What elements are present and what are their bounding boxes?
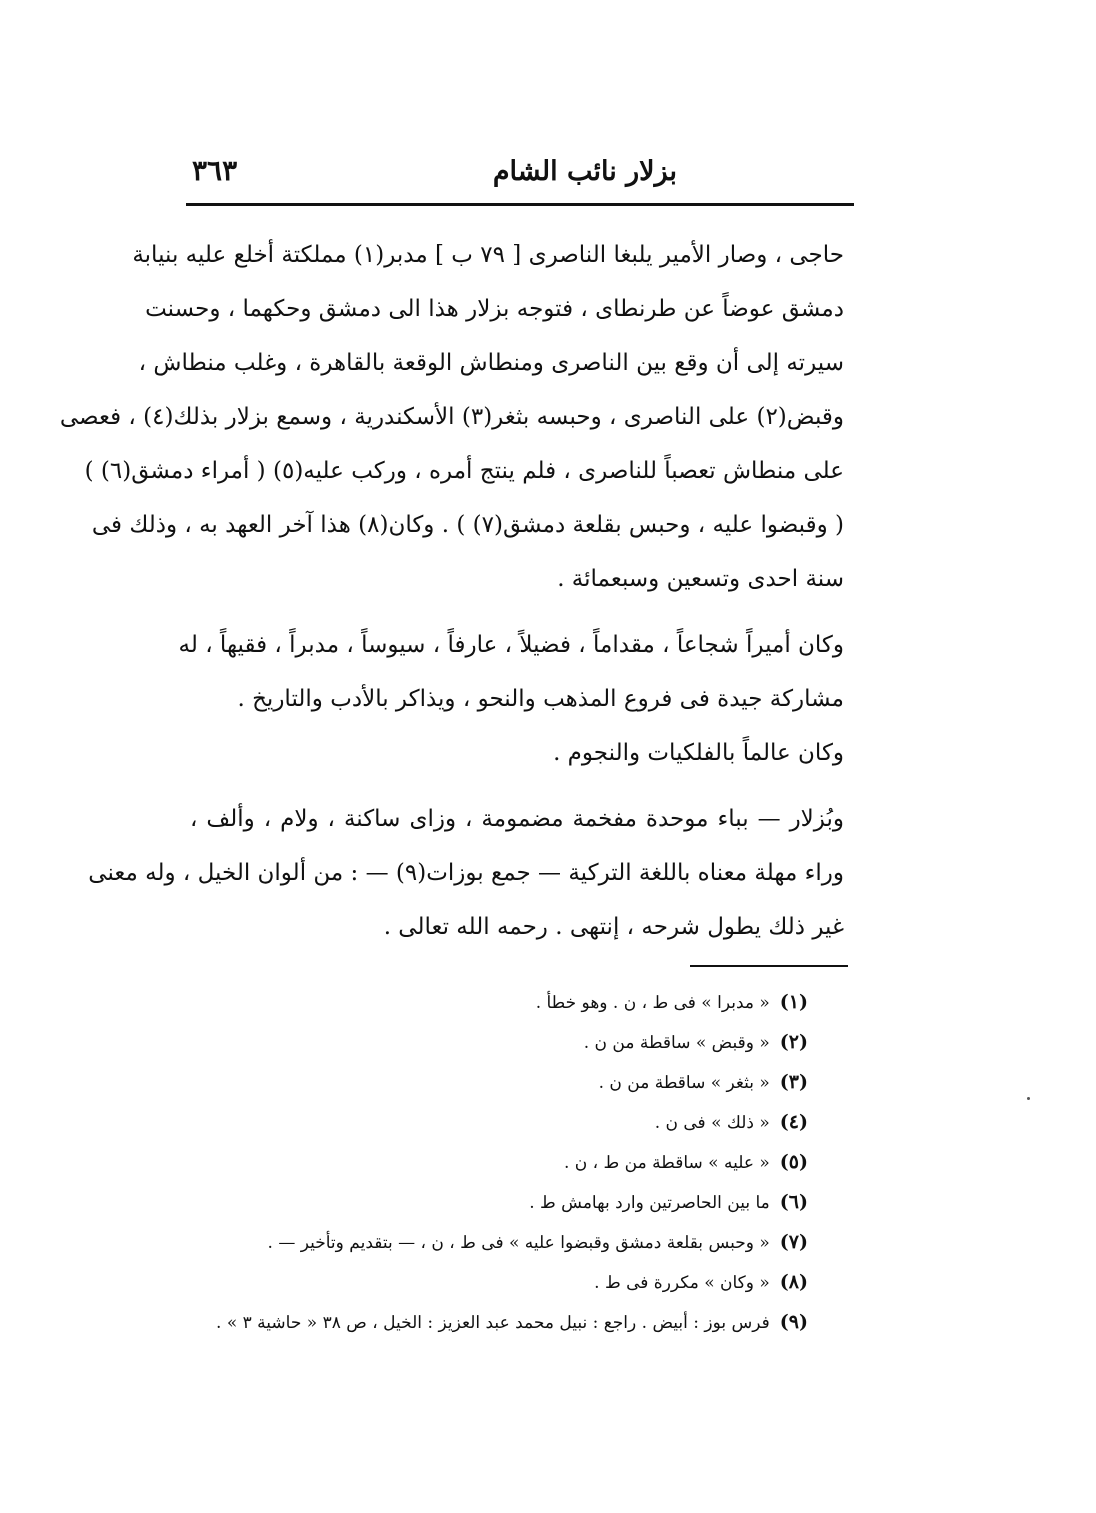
text-line: وقبض(٢) على الناصرى ، وحبسه بثغر(٣) الأسكندرية ، وسمع بزلار بذلك(٤) ، فعصى: [59, 404, 844, 430]
footnote-number: (٩): [779, 1311, 808, 1333]
text-line: على منطاش تعصباً للناصرى ، فلم ينتج أمره ، وركب عليه(٥) ( أمراء دمشق(٦) ): [84, 458, 844, 484]
running-head: [186, 150, 852, 198]
text-line: وراء مهلة معناه باللغة التركية — جمع بوزات(٩) — : من ألوان الخيل ، وله معنى: [88, 860, 844, 886]
footnote-text: « بثغر » ساقطة من ن .: [598, 1073, 770, 1093]
header-rule: [186, 203, 854, 206]
footnote: [188, 1302, 808, 1342]
footnote-number: (٢): [779, 1031, 808, 1053]
footnote-text: « ذلك » فى ن .: [654, 1113, 770, 1133]
running-title: بزلار نائب الشام: [492, 156, 677, 187]
text-line: وبُزلار — بباء موحدة مفخمة مضمومة ، وزاى ساكنة ، ولام ، وألف ،: [190, 806, 844, 832]
main-text: [59, 228, 844, 954]
footnote: [188, 982, 808, 1022]
footnote-text: « وقبض » ساقطة من ن .: [583, 1033, 770, 1053]
page-number: ٣٦٣: [192, 154, 238, 187]
text-line: مشاركة جيدة فى فروع المذهب والنحو ، ويذاكر بالأدب والتاريخ .: [237, 686, 844, 712]
paragraph-3: [190, 726, 844, 780]
footnote: [188, 1262, 808, 1302]
text-line: وكان عالماً بالفلكيات والنجوم .: [553, 740, 844, 766]
footnote-number: (٣): [779, 1071, 808, 1093]
footnote-number: (٤): [779, 1111, 808, 1133]
footnote-text: « وحبس بقلعة دمشق وقبضوا عليه » فى ط ، ن ، — بتقديم وتأخير — .: [267, 1233, 770, 1253]
text-line: سيرته إلى أن وقع بين الناصرى ومنطاش الوقعة بالقاهرة ، وغلب منطاش ،: [138, 350, 844, 376]
footnote-text: « مدبرا » فى ط ، ن . وهو خطأ .: [535, 993, 770, 1013]
footnote-number: (٦): [779, 1191, 808, 1213]
footnote: [188, 1102, 808, 1142]
footnote: [188, 1062, 808, 1102]
text-line: ( وقبضوا عليه ، وحبس بقلعة دمشق(٧) ) . وكان(٨) هذا آخر العهد به ، وذلك فى: [91, 512, 844, 538]
footnote-number: (٥): [779, 1151, 808, 1173]
paragraph-1: [59, 228, 844, 606]
footnote-number: (٨): [779, 1271, 808, 1293]
footnote-number: (٧): [779, 1231, 808, 1253]
footnotes: [188, 982, 808, 1342]
footnote-text: « عليه » ساقطة من ط ، ن .: [563, 1153, 770, 1173]
text-line: دمشق عوضاً عن طرنطاى ، فتوجه بزلار هذا الى دمشق وحكهما ، وحسنت: [145, 296, 844, 322]
footnote: [188, 1142, 808, 1182]
text-line: سنة احدى وتسعين وسبعمائة .: [557, 566, 844, 592]
paragraph-4: [88, 792, 844, 954]
footnote-rule: [690, 965, 848, 967]
paragraph-2: [178, 618, 844, 726]
text-line: حاجى ، وصار الأمير يلبغا الناصرى [ ٧٩ ب ] مدبر(١) مملكتة أخلع عليه بنيابة: [132, 242, 844, 268]
footnote-text: ما بين الحاصرتين وارد بهامش ط .: [529, 1193, 770, 1213]
footnote-text: « وكان » مكررة فى ط .: [594, 1273, 770, 1293]
footnote-number: (١): [779, 991, 808, 1013]
footnote: [188, 1222, 808, 1262]
scan-speck: [1027, 1097, 1030, 1100]
text-line: غير ذلك يطول شرحه ، إنتهى . رحمه الله تعالى .: [383, 914, 844, 940]
text-line: وكان أميراً شجاعاً ، مقداماً ، فضيلاً ، عارفاً ، سيوساً ، مدبراً ، فقيهاً ، له: [178, 632, 844, 658]
footnote: [188, 1022, 808, 1062]
footnote: [188, 1182, 808, 1222]
footnote-text: فرس بوز : أبيض . راجع : نبيل محمد عبد العزيز : الخيل ، ص ٣٨ « حاشية ٣ » .: [216, 1313, 770, 1333]
